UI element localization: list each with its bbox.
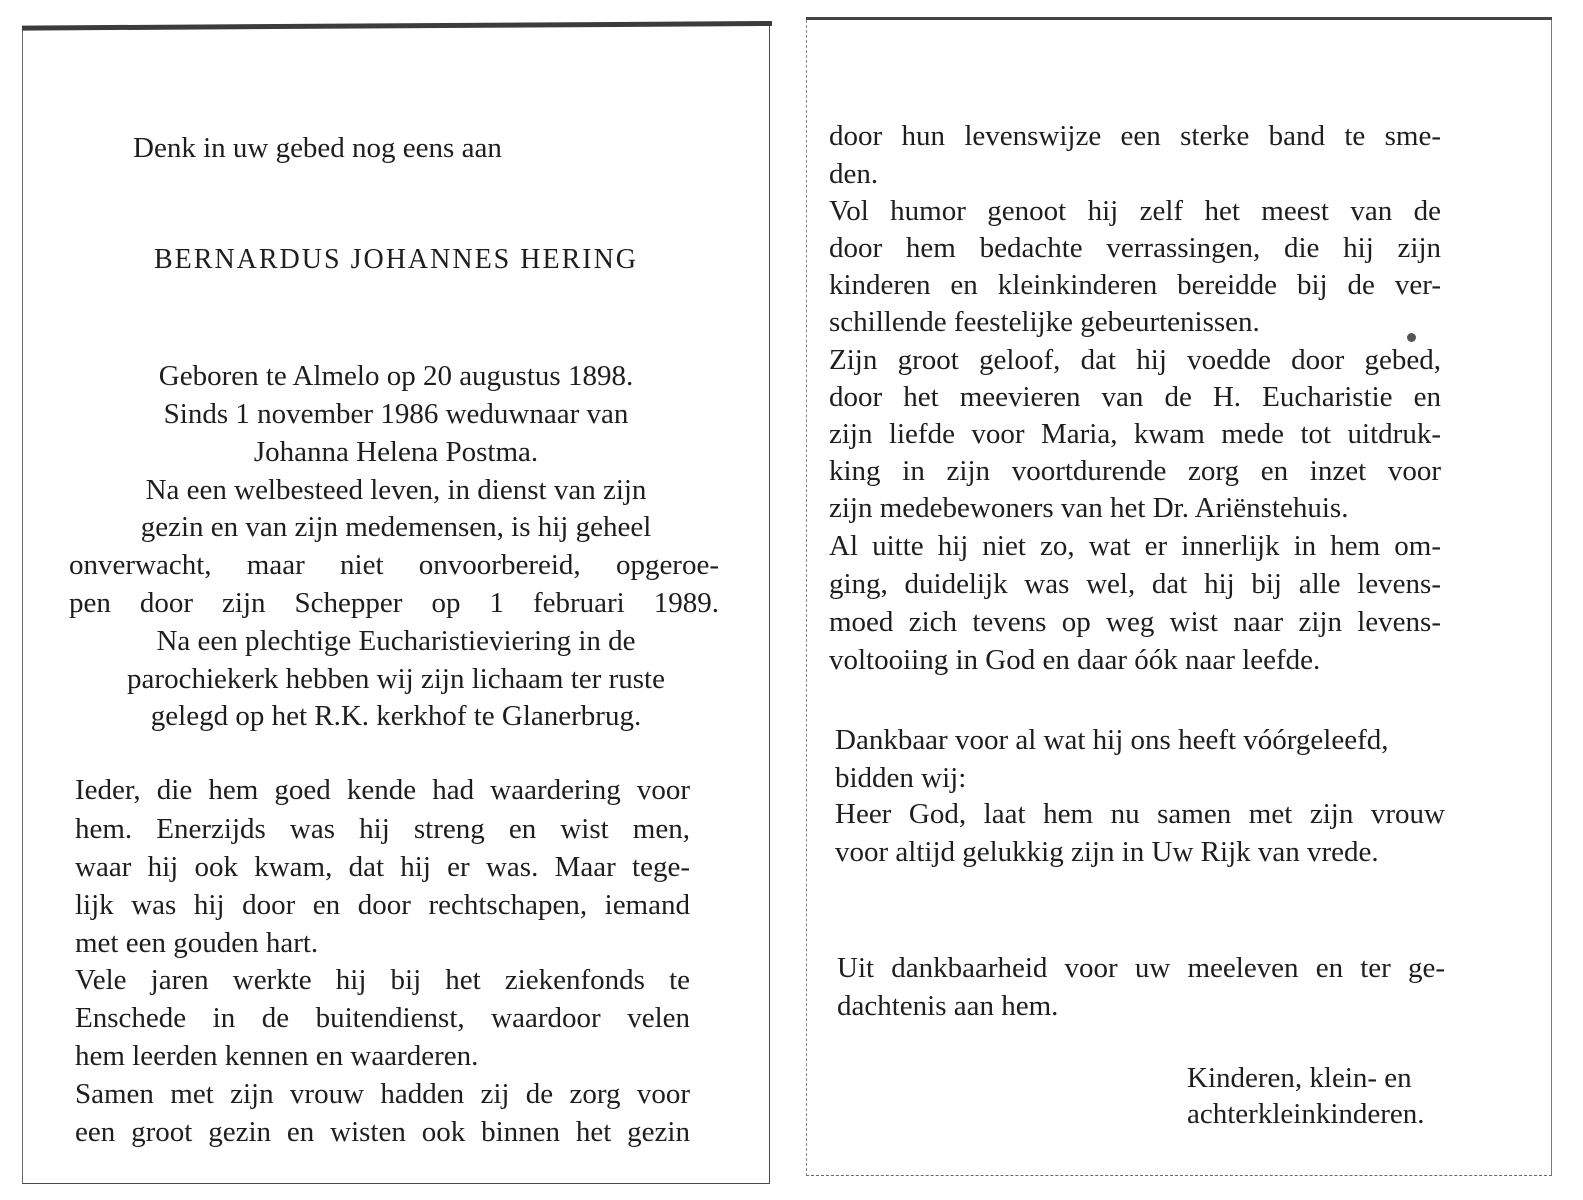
centered-line: Na een welbesteed leven, in dienst van zijn bbox=[145, 474, 647, 506]
intro-text: Denk in uw gebed nog eens aan bbox=[133, 132, 502, 164]
body-line: Zijn groot geloof, dat hij voedde door gebed, bbox=[829, 344, 1441, 376]
body-line: hem leerden kennen en waarderen. bbox=[75, 1040, 479, 1072]
body-line: Vol humor genoot hij zelf het meest van de bbox=[829, 195, 1441, 227]
body-line: hem. Enerzijds was hij streng en wist men, bbox=[75, 813, 690, 845]
body-line: moed zich tevens op weg wist naar zijn levens- bbox=[829, 606, 1441, 638]
prayer-line: Dankbaar voor al wat hij ons heeft vóórgeleefd, bbox=[835, 724, 1389, 756]
prayer-line: Heer God, laat hem nu samen met zijn vrouw bbox=[835, 798, 1445, 830]
centered-line: parochiekerk hebben wij zijn lichaam ter ruste bbox=[127, 663, 665, 695]
body-line: Al uitte hij niet zo, wat er innerlijk in hem om- bbox=[829, 530, 1441, 562]
body-line: een groot gezin en wisten ook binnen het gezin bbox=[75, 1116, 690, 1148]
body-line: met een gouden hart. bbox=[75, 927, 319, 959]
body-line: ging, duidelijk was wel, dat hij bij alle levens- bbox=[829, 568, 1441, 600]
body-line: voltooiing in God en daar óók naar leefde. bbox=[829, 644, 1321, 676]
centered-line: gezin en van zijn medemensen, is hij geheel bbox=[140, 511, 652, 543]
body-line: Enschede in de buitendienst, waardoor velen bbox=[75, 1002, 690, 1034]
centered-line: Sinds 1 november 1986 weduwnaar van bbox=[163, 398, 629, 430]
centered-line: Na een plechtige Eucharistieviering in de bbox=[156, 625, 636, 657]
body-line: zijn liefde voor Maria, kwam mede tot uitdruk- bbox=[829, 418, 1441, 450]
body-line: Vele jaren werkte hij bij het ziekenfonds te bbox=[75, 964, 690, 996]
body-line: door hem bedachte verrassingen, die hij zijn bbox=[829, 232, 1441, 264]
ink-speck bbox=[1407, 333, 1416, 342]
prayer-line: voor altijd gelukkig zijn in Uw Rijk van vrede. bbox=[835, 836, 1379, 868]
body-line: waar hij ook kwam, dat hij er was. Maar tege- bbox=[75, 851, 690, 883]
signature-line: Kinderen, klein- en bbox=[1187, 1062, 1412, 1094]
thanks-line: dachtenis aan hem. bbox=[837, 990, 1059, 1022]
body-line: lijk was hij door en door rechtschapen, iemand bbox=[75, 889, 690, 921]
centered-line: Geboren te Almelo op 20 augustus 1898. bbox=[158, 360, 634, 392]
signature-line: achterkleinkinderen. bbox=[1187, 1098, 1425, 1130]
centered-line: gelegd op het R.K. kerkhof te Glanerbrug. bbox=[150, 700, 642, 732]
body-line: Samen met zijn vrouw hadden zij de zorg voor bbox=[75, 1078, 690, 1110]
body-line: door hun levenswijze een sterke band te sme- bbox=[829, 120, 1441, 152]
centered-line: pen door zijn Schepper op 1 februari 1989. bbox=[69, 587, 719, 619]
centered-line: Johanna Helena Postma. bbox=[253, 436, 539, 468]
body-line: den. bbox=[829, 158, 879, 190]
body-line: door het meevieren van de H. Eucharistie en bbox=[829, 381, 1441, 413]
body-line: Ieder, die hem goed kende had waardering voor bbox=[75, 774, 690, 806]
deceased-name: BERNARDUS JOHANNES HERING bbox=[153, 244, 639, 275]
body-line: king in zijn voortdurende zorg en inzet voor bbox=[829, 455, 1441, 487]
prayer-card-back bbox=[806, 20, 1552, 1176]
body-line: kinderen en kleinkinderen bereidde bij de ver- bbox=[829, 269, 1441, 301]
body-line: zijn medebewoners van het Dr. Ariënstehuis. bbox=[829, 492, 1349, 524]
prayer-card-front bbox=[22, 26, 770, 1184]
thanks-line: Uit dankbaarheid voor uw meeleven en ter ge- bbox=[837, 952, 1445, 984]
body-line: schillende feestelijke gebeurtenissen. bbox=[829, 306, 1260, 338]
centered-line: onverwacht, maar niet onvoorbereid, opgeroe- bbox=[69, 549, 719, 581]
prayer-line: bidden wij: bbox=[835, 762, 967, 794]
